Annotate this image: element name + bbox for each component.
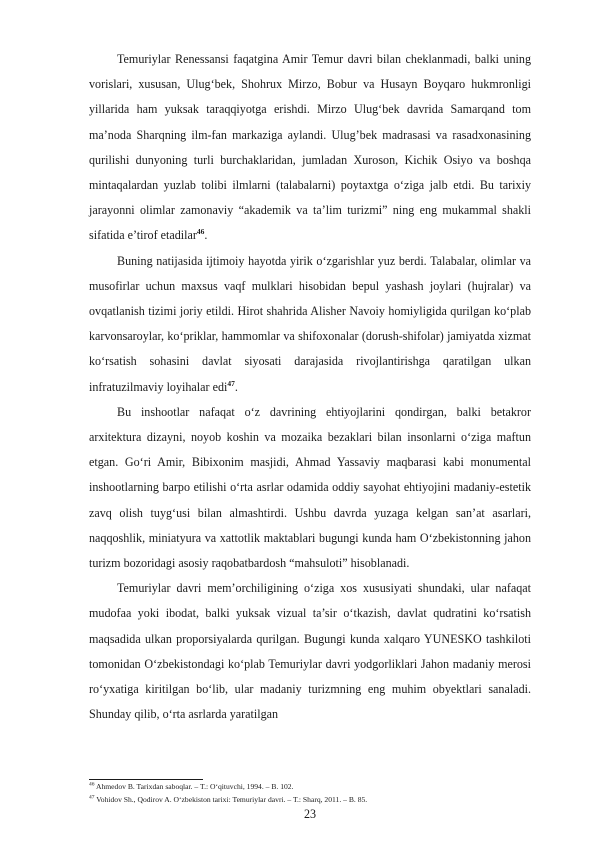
paragraph-tail: .: [204, 228, 208, 243]
footnote-text: Vohidov Sh., Qodirov A. O‘zbekiston tarixi: Temuriylar davri. – T.: Sharq, 2011. – B. 85.: [96, 794, 368, 804]
paragraph-text: Temuriylar Renessansi faqatgina Amir Temur davri bilan cheklanmadi, balki uning vorislari, xususan, Ulug‘bek, Shohrux Mirzo, Bobur va Husayn Boyqaro hukmronligi yillarida ham yuksak taraqqiyotga erishdi. Mirzo Ulug‘bek davrida Samarqand tom ma’noda Sharqning ilm-fan markaziga aylandi. Ulug’bek madrasasi va rasadxonasining qurilishi dunyoning turli burchaklaridan, jumladan Xuroson, Kichik Osiyo va boshqa mintaqalardan yuzlab tolibi ilmlarni (talabalarni) poytaxtga o‘ziga jalb etdi. Bu tarixiy jarayonni olimlar zamonaviy “akademik va ta’lim turizmi” ning eng mukammal shakli sifatida e’tirof etadilar: [89, 52, 531, 243]
footnote-47: [89, 794, 531, 807]
footnote-ref-47[interactable]: 47: [227, 378, 235, 388]
page-number: 23: [303, 807, 317, 821]
paragraph-3: [89, 400, 531, 576]
paragraph-2: [89, 249, 531, 400]
footnote-number: 46: [89, 781, 95, 788]
footnotes: [89, 781, 531, 806]
paragraph-text: Bu inshootlar nafaqat o‘z davrining ehtiyojlarini qondirgan, balki betakror arxitektura dizayni, noyob koshin va mozaika bezaklari bilan insonlarni o‘ziga maftun etgan. Go‘ri Amir, Bibixonim masjidi, Ahmad Yassaviy maqbarasi kabi monumental inshootlarning barpo etilishi o‘rta asrlar odamida oddiy sayohat ehtiyojini madaniy-estetik zavq olish tuyg‘usi bilan almashtirdi. Ushbu davrda yuzaga kelgan san’at asarlari, naqqoshlik, miniatyura va xattotlik maktablari bugungi kunda ham O‘zbekistonning jahon turizm bozoridagi asosiy raqobatbardosh “mahsuloti” hisoblanadi.: [89, 404, 531, 571]
paragraph-4: [89, 576, 531, 727]
paragraph-text: Temuriylar davri mem’orchiligining o‘ziga xos xususiyati shundaki, ular nafaqat mudofaa yoki ibodat, balki yuksak vizual ta’sir o‘tkazish, davlat qudratini ko‘rsatish maqsadida ulkan proporsiyalarda qurilgan. Bugungi kunda xalqaro YUNESKO tashkiloti tomonidan O‘zbekistondagi ko‘plab Temuriylar davri yodgorliklari Jahon madaniy merosi ro‘yxatiga kiritilgan bo‘lib, ular madaniy turizmning eng muhim obyektlari sanaladi. Shunday qilib, o‘rta asrlarda yaratilgan: [89, 581, 531, 722]
footnote-text: Ahmedov B. Tarixdan saboqlar. – T.: O‘qituvchi, 1994. – B. 102.: [95, 782, 294, 791]
footnote-separator: [89, 779, 203, 780]
paragraph-1: [89, 47, 531, 249]
paragraph-text: Buning natijasida ijtimoiy hayotda yirik o‘zgarishlar yuz berdi. Talabalar, olimlar va musofirlar uchun maxsus vaqf mulklari hisobidan bepul yashash joylari (hujralar) va ovqatlanish tizimi joriy etildi. Hirot shahrida Alisher Navoiy homiyligida qurilgan ko‘plab karvonsaroylar, ko‘priklar, hammomlar va shifoxonalar (dorush-shifolar) jamiyatda xizmat ko‘rsatish sohasini davlat siyosati darajasida rivojlantirishga qaratilgan ulkan infratuzilmaviy loyihalar edi: [89, 253, 531, 394]
footnote-46: [89, 781, 531, 794]
footnote-number: 47: [89, 793, 95, 800]
body-text: [89, 47, 531, 727]
footnote-ref-46[interactable]: 46: [196, 227, 205, 237]
paragraph-tail: .: [234, 379, 238, 394]
